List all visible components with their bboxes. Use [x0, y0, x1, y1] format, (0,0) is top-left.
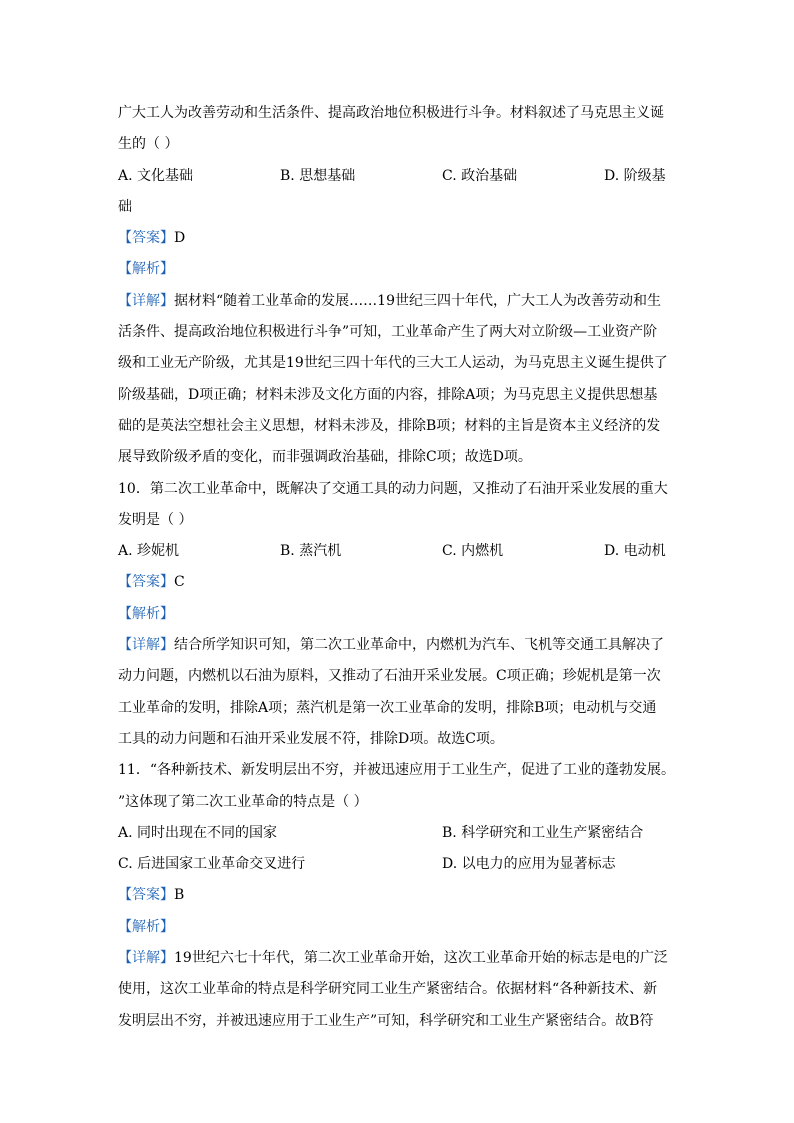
q9-answer [118, 223, 678, 254]
q9-option-a: A. 文化基础 [118, 167, 194, 184]
q10-detail-text: 结合所学知识可知，第二次工业革命中，内燃机为汽车、飞机等交通工具解决了 [174, 637, 664, 654]
q9-option-c: C. 政治基础 [442, 167, 518, 184]
q11-stem-line: 11．“各种新技术、新发明层出不穷，并被迅速应用于工业生产，促进了工业的蓬勃发展。 [118, 762, 675, 779]
q10-option-c: C. 内燃机 [442, 543, 504, 560]
q9-answer-value: D [174, 230, 186, 247]
analysis-tag: 【解析】 [118, 605, 174, 622]
q9-option-d-wrap: 础 [118, 198, 132, 215]
q9-detail-line: 展导致阶级矛盾的变化，而非强调政治基础，排除C项；故选D项。 [118, 449, 532, 466]
q9-option-b: B. 思想基础 [280, 167, 356, 184]
q9-detail-text: 据材料“随着工业革命的发展……19世纪三四十年代，广大工人为改善劳动和生 [174, 292, 661, 309]
q10-detail-line: 动力问题，内燃机以石油为原料，又推动了石油开采业发展。C项正确；珍妮机是第一次 [118, 668, 661, 685]
answer-tag: 【答案】 [118, 230, 174, 247]
answer-tag: 【答案】 [118, 574, 174, 591]
page-content [118, 98, 678, 1037]
q10-detail-line [118, 630, 678, 661]
q11-detail-line [118, 943, 678, 974]
q9-detail-line: 级和工业无产阶级，尤其是19世纪三四十年代的三大工人运动，为马克思主义诞生提供了 [118, 355, 668, 372]
q11-options-row-2 [118, 849, 678, 880]
q10-answer-value: C [174, 574, 185, 591]
q11-option-c: C. 后进国家工业革命交叉进行 [118, 856, 306, 873]
q10-options [118, 536, 678, 567]
analysis-tag: 【解析】 [118, 261, 174, 278]
q11-analysis [118, 912, 678, 943]
detail-tag: 【详解】 [118, 292, 174, 309]
q9-stem-line: 广大工人为改善劳动和生活条件、提高政治地位积极进行斗争。材料叙述了马克思主义诞 [118, 105, 664, 121]
q10-stem-line: 发明是（ ） [118, 511, 193, 528]
q9-detail-line: 阶级基础，D项正确；材料未涉及文化方面的内容，排除A项；为马克思主义提供思想基 [118, 386, 658, 403]
q11-option-b: B. 科学研究和工业生产紧密结合 [442, 824, 644, 841]
q10-detail-line: 工业革命的发明，排除A项；蒸汽机是第一次工业革命的发明，排除B项；电动机与交通 [118, 699, 657, 716]
q10-option-d: D. 电动机 [604, 543, 666, 560]
q9-detail-line: 础的是英法空想社会主义思想，材料未涉及，排除B项；材料的主旨是资本主义经济的发 [118, 417, 661, 434]
q11-option-a: A. 同时出现在不同的国家 [118, 824, 278, 841]
q10-stem-line: 10．第二次工业革命中，既解决了交通工具的动力问题，又推动了石油开采业发展的重大 [118, 480, 668, 497]
q11-stem-line: ”这体现了第二次工业革命的特点是（ ） [118, 793, 368, 810]
q10-answer [118, 567, 678, 598]
q11-detail-line: 发明层出不穷，并被迅速应用于工业生产”可知，科学研究和工业生产紧密结合。故B符 [118, 1012, 654, 1029]
q9-analysis [118, 254, 678, 285]
q10-option-a: A. 珍妮机 [118, 543, 180, 560]
q11-detail-line: 使用，这次工业革命的特点是科学研究同工业生产紧密结合。依据材料“各种新技术、新 [118, 981, 658, 998]
answer-tag: 【答案】 [118, 887, 174, 904]
q11-detail-text: 19世纪六七十年代，第二次工业革命开始，这次工业革命开始的标志是电的广泛 [174, 950, 668, 967]
q10-option-b: B. 蒸汽机 [280, 543, 342, 560]
q9-stem-line: 生的（ ） [118, 136, 179, 153]
analysis-tag: 【解析】 [118, 918, 174, 935]
q10-detail-line: 工具的动力问题和石油开采业发展不符，排除D项。故选C项。 [118, 730, 504, 747]
q11-option-d: D. 以电力的应用为显著标志 [442, 856, 616, 873]
q11-answer-value: B [174, 887, 185, 904]
q11-answer [118, 880, 678, 911]
q10-analysis [118, 599, 678, 630]
q9-detail-line [118, 286, 678, 317]
q9-option-d: D. 阶级基 [604, 167, 666, 184]
q9-detail-line: 活条件、提高政治地位积极进行斗争”可知，工业革命产生了两大对立阶级—工业资产阶 [118, 324, 658, 341]
q11-options-row-1 [118, 818, 678, 849]
detail-tag: 【详解】 [118, 950, 174, 967]
detail-tag: 【详解】 [118, 637, 174, 654]
q9-options [118, 161, 678, 192]
